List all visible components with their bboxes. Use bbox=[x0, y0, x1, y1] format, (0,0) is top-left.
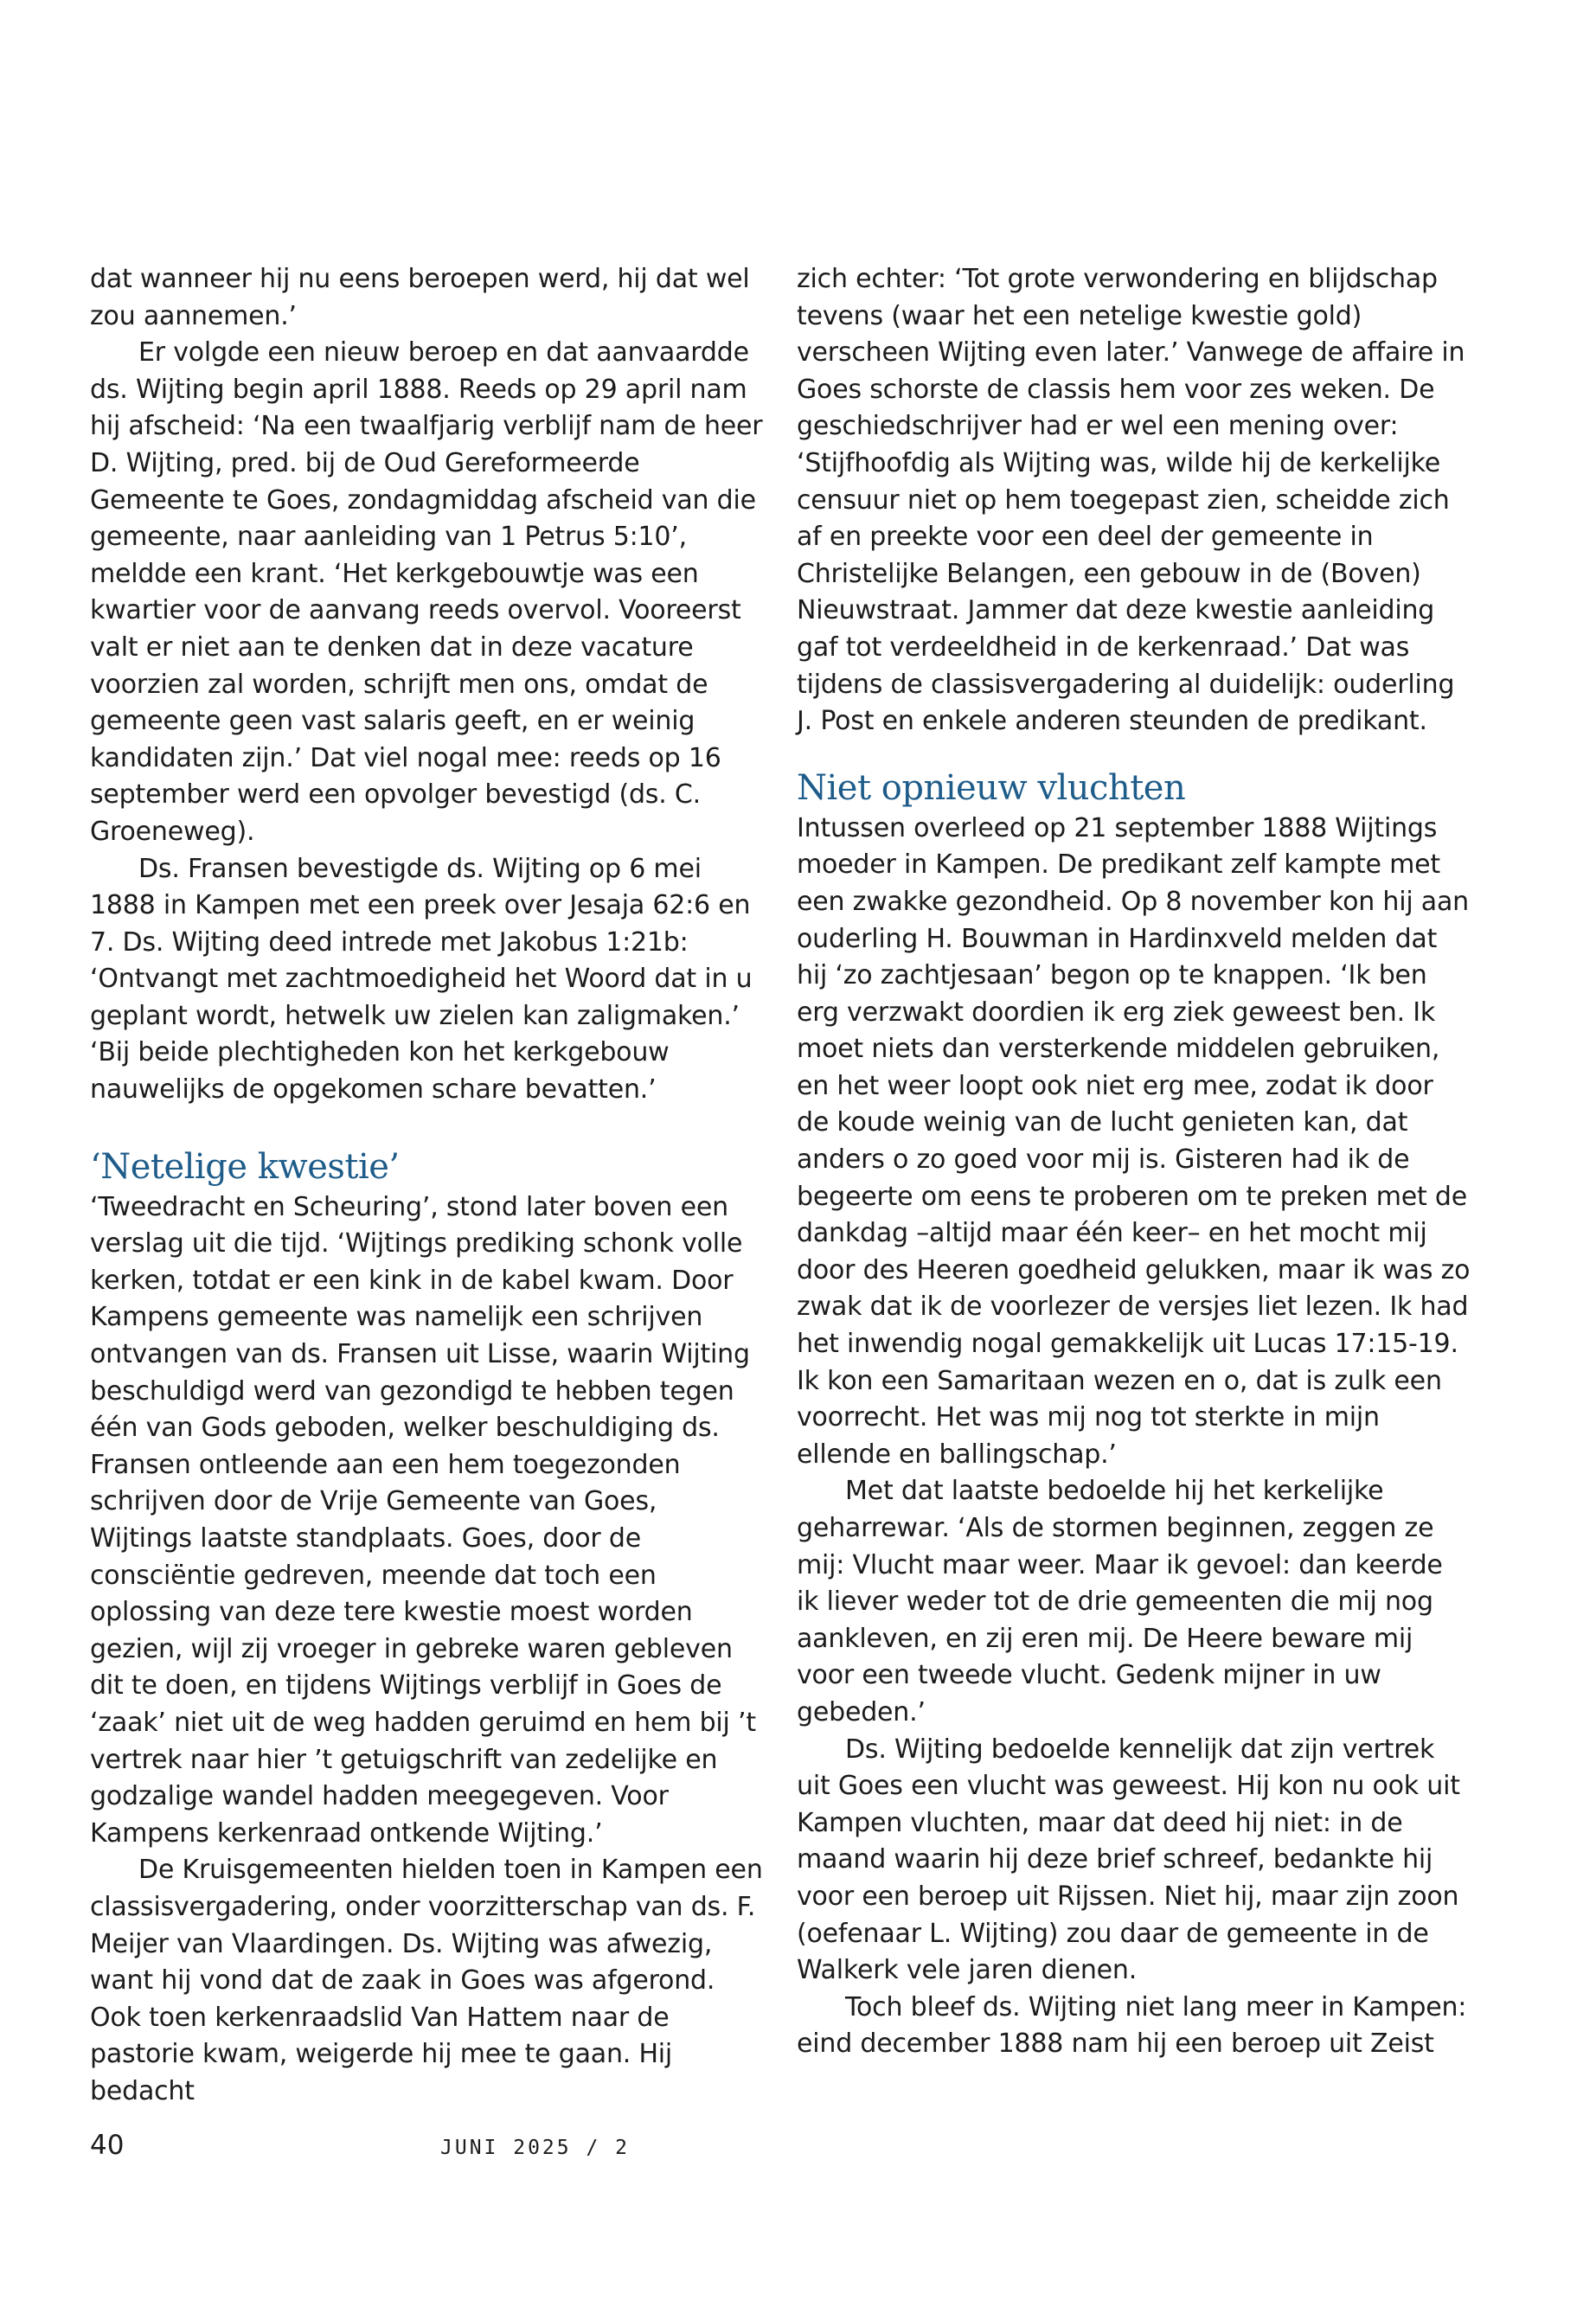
body-paragraph: Ds. Fransen bevestigde ds. Wijting op 6 mei 1888 in Kampen met een preek over Jesaja 62:6 en 7. Ds. Wijting deed intrede met Jakobus 1:21b: ‘Ontvangt met zachtmoedigheid het Woord dat in u geplant wordt, hetwelk uw zielen kan zaligmaken.’ ‘Bij beide plechtigheden kon het kerkgebouw nauwelijks de opgekomen schare bevatten.’ bbox=[90, 853, 753, 1106]
issue-label: JUNI 2025 / 2 bbox=[440, 2137, 631, 2159]
body-paragraph: dat wanneer hij nu eens beroepen werd, hij dat wel zou aannemen.’ bbox=[90, 264, 750, 331]
body-paragraph: Toch bleef ds. Wijting niet lang meer in Kampen: eind december 1888 nam hij een beroep uit Zeist bbox=[797, 1991, 1467, 2060]
section-heading: ‘Netelige kwestie’ bbox=[90, 1146, 400, 1187]
body-paragraph: Met dat laatste bedoelde hij het kerkelijke geharrewar. ‘Als de stormen beginnen, zeggen ze mij: Vlucht maar weer. Maar ik gevoel: dan keerde ik liever weder tot de drie gemeenten die mij nog aankleven, en zij eren mij. De Heere beware mij voor een tweede vlucht. Gedenk mijner in uw gebeden.’ bbox=[797, 1476, 1443, 1727]
body-paragraph: ‘Tweedracht en Scheuring’, stond later boven een verslag uit die tijd. ‘Wijtings prediking schonk volle kerken, totdat er een kink in de kabel kwam. Door Kampens gemeente was namelijk een schrijven ontvangen van ds. Fransen uit Lisse, waarin Wijting beschuldigd werd van gezondigd te hebben tegen één van Gods geboden, welker beschuldiging ds. Fransen ontleende aan een hem toegezonden schrijven door de Vrije Gemeente van Goes, Wijtings laatste standplaats. Goes, door de consciëntie gedreven, meende dat toch een oplossing van deze tere kwestie moest worden gezien, wijl zij vroeger in gebreke waren gebleven dit te doen, en tijdens Wijtings verblijf in Goes de ‘zaak’ niet uit de weg hadden geruimd en hem bij ’t vertrek naar hier ’t getuigschrift van zedelijke en godzalige wandel hadden meegegeven. Voor Kampens kerkenraad ontkende Wijting.’ bbox=[90, 1191, 756, 1849]
left-column bbox=[90, 261, 765, 2111]
body-paragraph: Ds. Wijting bedoelde kennelijk dat zijn vertrek uit Goes een vlucht was geweest. Hij kon nu ook uit Kampen vluchten, maar dat deed hij niet: in de maand waarin hij deze brief schreef, bedankte hij voor een beroep uit Rijssen. Niet hij, maar zijn zoon (oefenaar L. Wijting) zou daar de gemeente in de Walkerk vele jaren dienen. bbox=[797, 1734, 1460, 1986]
section-heading: Niet opnieuw vluchten bbox=[797, 767, 1186, 808]
body-paragraph: Intussen overleed op 21 september 1888 Wijtings moeder in Kampen. De predikant zelf kampte met een zwakke gezondheid. Op 8 november kon hij aan ouderling H. Bouwman in Hardinxveld melden dat hij ‘zo zachtjesaan’ begon op te knappen. ‘Ik ben erg verzwakt doordien ik erg ziek geweest ben. Ik moet niets dan versterkende middelen gebruiken, en het weer loopt ook niet erg mee, zodat ik door de koude weinig van de lucht genieten kan, dat anders o zo goed voor mij is. Gisteren had ik de begeerte om eens te proberen om te preken met de dankdag –altijd maar één keer– en het mocht mij door des Heeren goedheid gelukken, maar ik was zo zwak dat ik de voorlezer de versjes liet lezen. Ik had het inwendig nogal gemakkelijk uit Lucas 17:15-19. Ik kon een Samaritaan wezen en o, dat is zulk een voorrecht. Het was mij nog tot sterkte in mijn ellende en ballingschap.’ bbox=[797, 812, 1471, 1470]
body-paragraph: De Kruisgemeenten hielden toen in Kampen een classisvergadering, onder voorzitterschap van ds. F. Meijer van Vlaardingen. Ds. Wijting was afwezig, want hij vond dat de zaak in Goes was afgerond. Ook toen kerkenraadslid Van Hattem naar de pastorie kwam, weigerde hij mee te gaan. Hij bedacht bbox=[90, 1855, 763, 2106]
page-number: 40 bbox=[90, 2130, 125, 2161]
body-paragraph: zich echter: ‘Tot grote verwondering en blijdschap tevens (waar het een netelige kwestie gold) verscheen Wijting even later.’ Vanwege de affaire in Goes schorste de classis hem voor zes weken. De geschiedschrijver had er wel een mening over: ‘Stijfhoofdig als Wijting was, wilde hij de kerkelijke censuur niet op hem toegepast zien, scheidde zich af en preekte voor een deel der gemeente in Christelijke Belangen, een gebouw in de (Boven) Nieuwstraat. Jammer dat deze kwestie aanleiding gaf tot verdeeldheid in de kerkenraad.’ Dat was tijdens de classisvergadering al duidelijk: ouderling J. Post en enkele anderen steunden de predikant. bbox=[797, 264, 1465, 737]
body-paragraph: Er volgde een nieuw beroep en dat aanvaardde ds. Wijting begin april 1888. Reeds op 29 april nam hij afscheid: ‘Na een twaalfjarig verblijf nam de heer D. Wijting, pred. bij de Oud Gereformeerde Gemeente te Goes, zondagmiddag afscheid van die gemeente, naar aanleiding van 1 Petrus 5:10’, meldde een krant. ‘Het kerkgebouwtje was een kwartier voor de aanvang reeds overvol. Vooreerst valt er niet aan te denken dat in deze vacature voorzien zal worden, schrijft men ons, omdat de gemeente geen vast salaris geeft, en er weinig kandidaten zijn.’ Dat viel nogal mee: reeds op 16 september werd een opvolger bevestigd (ds. C. Groeneweg). bbox=[90, 337, 763, 847]
right-column bbox=[797, 261, 1471, 2063]
